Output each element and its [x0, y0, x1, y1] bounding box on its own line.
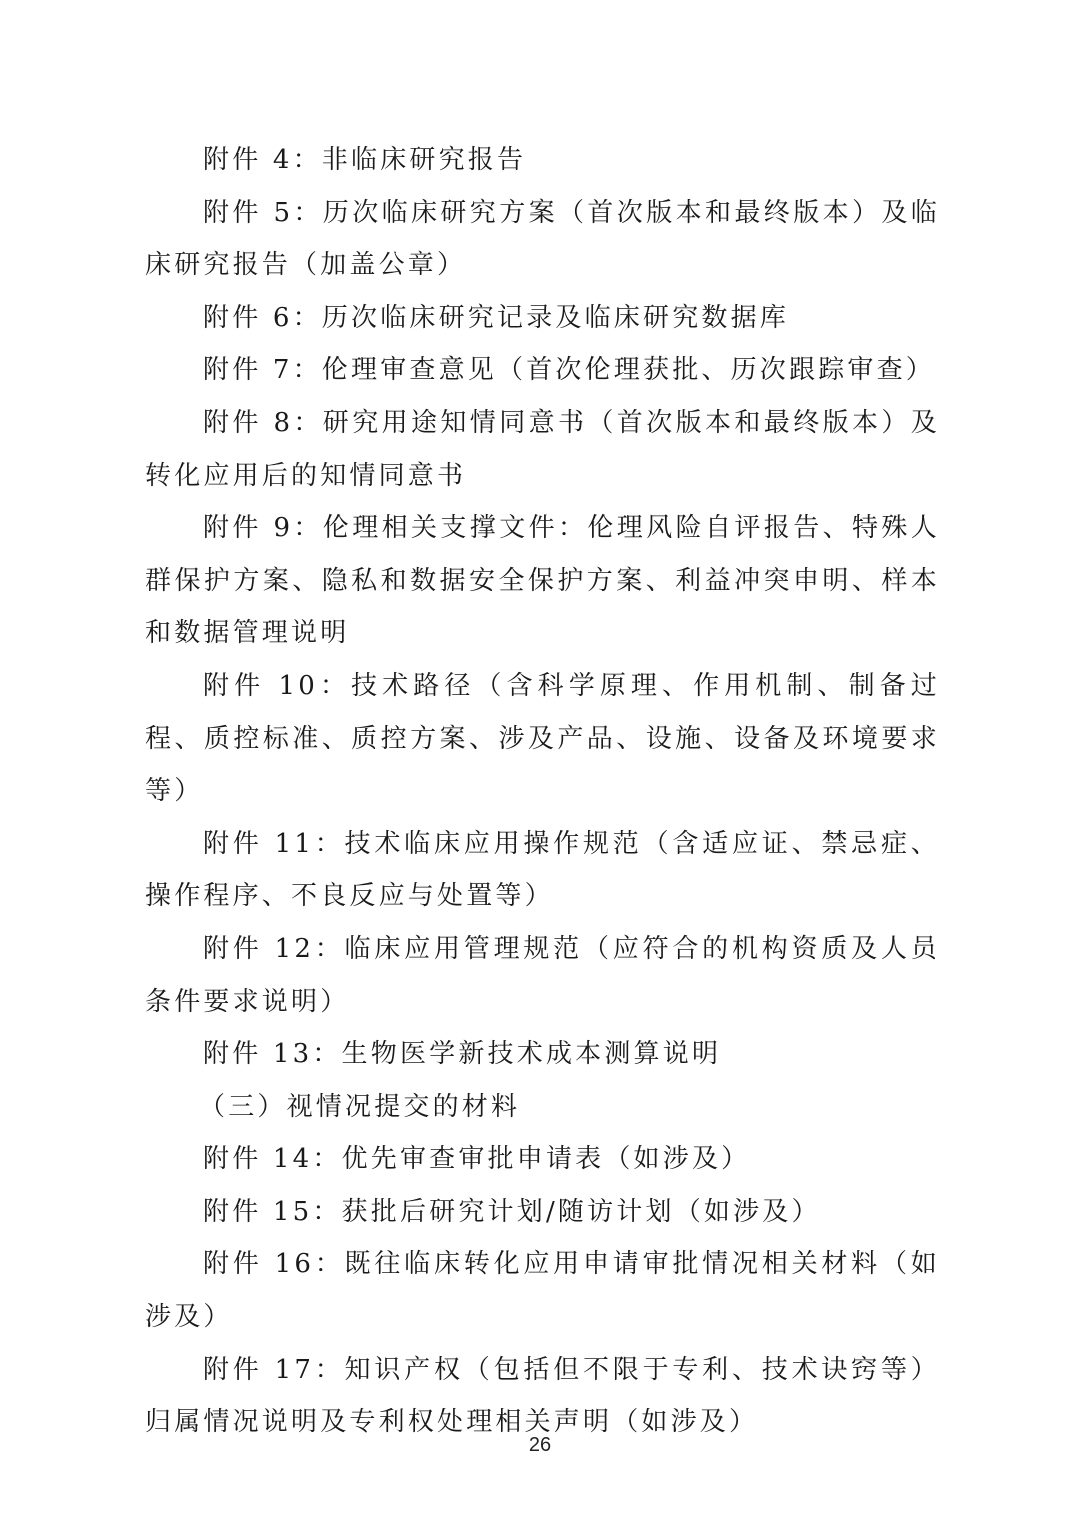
attachment-12-item: 附件 12：临床应用管理规范（应符合的机构资质及人员条件要求说明）	[145, 933, 940, 1017]
section-heading: （三）视情况提交的材料	[199, 1091, 521, 1122]
attachment-10-item: 附件 10：技术路径（含科学原理、作用机制、制备过程、质控标准、质控方案、涉及产品、设施、设备及环境要求等）	[145, 670, 940, 807]
attachment-4-item: 附件 4：非临床研究报告	[203, 145, 527, 175]
attachment-5-item: 附件 5：历次临床研究方案（首次版本和最终版本）及临床研究报告（加盖公章）	[145, 197, 940, 281]
attachment-17-item: 附件 17：知识产权（包括但不限于专利、技术诀窍等）归属情况说明及专利权处理相关声明（如涉及）	[145, 1354, 940, 1438]
attachment-9-item: 附件 9：伦理相关支撑文件：伦理风险自评报告、特殊人群保护方案、隐私和数据安全保护方案、利益冲突申明、样本和数据管理说明	[145, 513, 940, 649]
attachment-14-item: 附件 14：优先审查审批申请表（如涉及）	[203, 1144, 751, 1175]
attachment-7-item: 附件 7：伦理审查意见（首次伦理获批、历次跟踪审查）	[203, 355, 936, 386]
attachment-13-item: 附件 13：生物医学新技术成本测算说明	[203, 1039, 722, 1070]
attachment-8-item: 附件 8：研究用途知情同意书（首次版本和最终版本）及转化应用后的知情同意书	[145, 407, 940, 491]
document-body	[145, 134, 940, 1449]
attachment-11-item: 附件 11：技术临床应用操作规范（含适应证、禁忌症、操作程序、不良反应与处置等）	[145, 828, 940, 912]
page-number: 26	[528, 1434, 552, 1456]
attachment-16-item: 附件 16：既往临床转化应用申请审批情况相关材料（如涉及）	[145, 1249, 940, 1333]
attachment-15-item: 附件 15：获批后研究计划/随访计划（如涉及）	[203, 1196, 821, 1227]
attachment-6-item: 附件 6：历次临床研究记录及临床研究数据库	[203, 302, 790, 333]
